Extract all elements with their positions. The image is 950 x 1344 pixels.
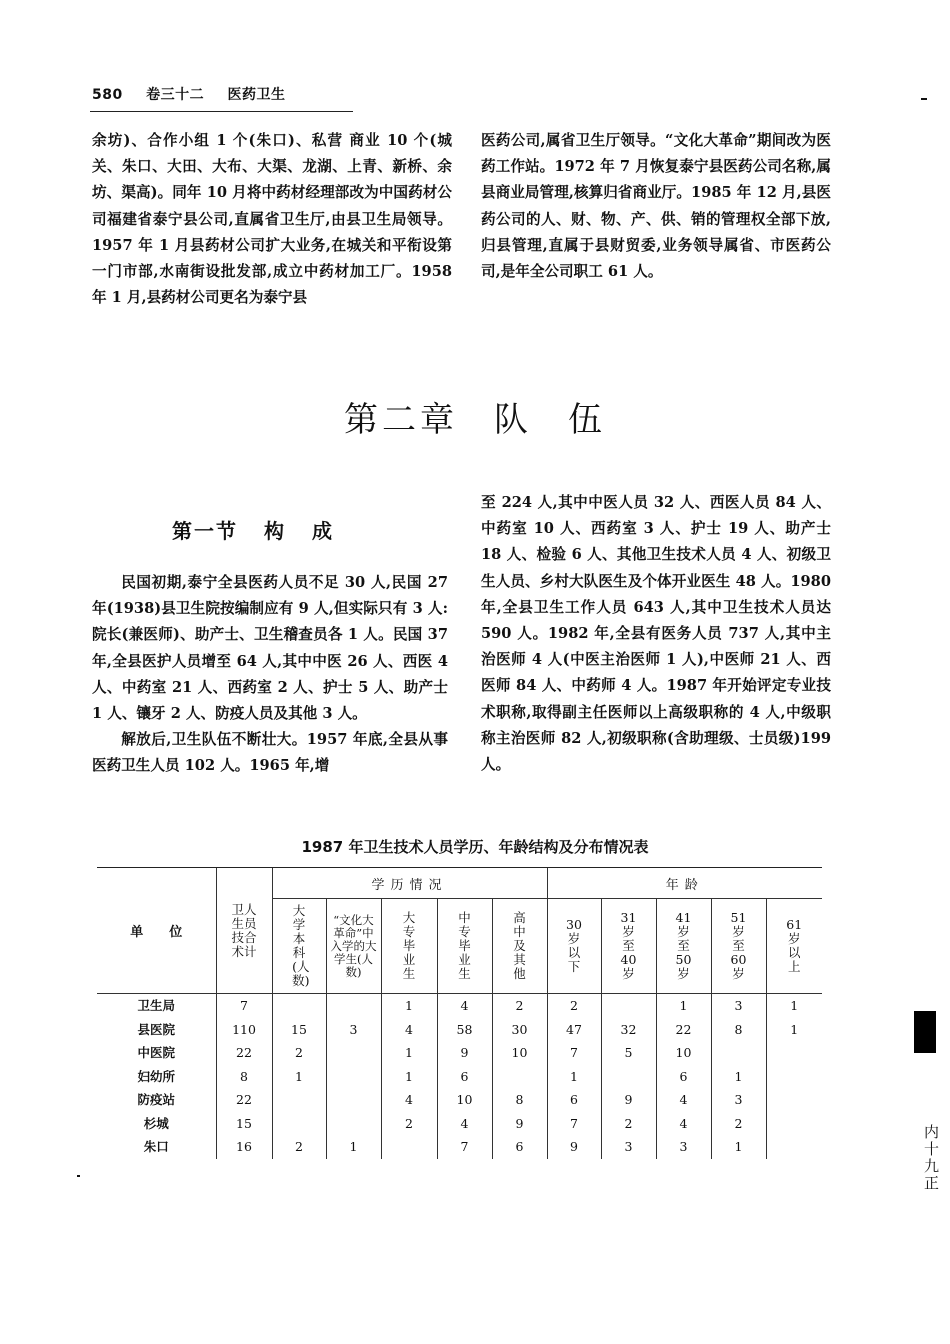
header-text: 41岁至50岁 bbox=[675, 910, 692, 981]
value-cell: 6 bbox=[547, 1088, 601, 1112]
value-cell bbox=[766, 1135, 822, 1159]
unit-cell: 卫生局 bbox=[137, 998, 175, 1013]
value-cell: 30 bbox=[492, 1018, 547, 1042]
header-text: 高中及其他 bbox=[513, 910, 526, 981]
value-cell: 5 bbox=[601, 1041, 656, 1065]
value-cell bbox=[711, 1041, 766, 1065]
age-col-header bbox=[711, 899, 766, 994]
value-cell: 2 bbox=[272, 1041, 326, 1065]
value-cell bbox=[326, 994, 381, 1018]
value-cell: 1 bbox=[381, 1041, 437, 1065]
table-row bbox=[97, 1088, 822, 1112]
value-cell: 4 bbox=[437, 1112, 492, 1136]
value-cell: 1 bbox=[711, 1065, 766, 1089]
edu-col-header bbox=[272, 899, 326, 994]
value-cell bbox=[326, 1112, 381, 1136]
value-cell: 1 bbox=[381, 994, 437, 1018]
header-rule bbox=[90, 111, 353, 112]
age-col-header bbox=[656, 899, 711, 994]
value-cell bbox=[381, 1135, 437, 1159]
paragraph: 医药公司,属省卫生厅领导。“文化大革命”期间改为医药工作站。1972 年 7 月恢复泰宁县医药公司名称,属县商业局管理,核算归省商业厅。1985 年 12 月,县医药公司的人、财、物、产、供、销的管理权全部下放,归县管理,直属于县财贸委,业务领导属省、市医药公司,是年全公司职工 61 人。 bbox=[481, 132, 831, 281]
chapter-title-char: 伍 bbox=[568, 400, 606, 440]
value-cell bbox=[601, 994, 656, 1018]
section-title-char: 构 bbox=[264, 519, 286, 543]
value-cell: 6 bbox=[437, 1065, 492, 1089]
value-cell: 3 bbox=[711, 994, 766, 1018]
paragraph: 余坊)、合作小组 1 个(朱口)、私营 商业 10 个(城关、朱口、大田、大布、大渠、龙湖、上青、新桥、余坊、渠高)。同年 10 月将中药材经理部改为中国药材公司福建省泰宁县公司,直属省卫生厅,由县卫生局领导。1957 年 1 月县药材公司扩大业务,在城关和平衔设第一门市部,水南街设批发部,成立中药材加工厂。1958 年 1 月,县药材公司更名为泰宁县 bbox=[92, 132, 452, 307]
education-group-header: 学历情况 bbox=[272, 868, 547, 899]
header-text: 大学本科(人数) bbox=[292, 903, 310, 988]
table-title: 1987 年卫生技术人员学历、年龄结构及分布情况表 bbox=[301, 838, 649, 856]
value-cell bbox=[326, 1041, 381, 1065]
unit-cell: 朱口 bbox=[143, 1139, 169, 1154]
unit-header: 单 位 bbox=[97, 868, 216, 994]
value-cell: 3 bbox=[601, 1135, 656, 1159]
value-cell bbox=[272, 1088, 326, 1112]
edu-col-header bbox=[381, 899, 437, 994]
value-cell: 1 bbox=[547, 1065, 601, 1089]
bottom-left-column bbox=[92, 570, 448, 780]
value-cell bbox=[766, 1065, 822, 1089]
table-row bbox=[97, 1018, 822, 1042]
value-cell bbox=[272, 994, 326, 1018]
value-cell bbox=[272, 1112, 326, 1136]
value-cell: 4 bbox=[381, 1088, 437, 1112]
unit-cell: 妇幼所 bbox=[137, 1068, 175, 1084]
age-col-header bbox=[766, 899, 822, 994]
value-cell: 2 bbox=[492, 994, 547, 1018]
unit-cell: 杉城 bbox=[143, 1115, 169, 1131]
table-row bbox=[97, 1041, 822, 1065]
value-cell: 1 bbox=[656, 994, 711, 1018]
value-cell: 2 bbox=[711, 1112, 766, 1136]
value-cell: 3 bbox=[711, 1088, 766, 1112]
section-title-char: 成 bbox=[312, 519, 334, 543]
value-cell: 1 bbox=[272, 1065, 326, 1089]
age-group-header: 年龄 bbox=[547, 868, 822, 899]
value-cell: 9 bbox=[492, 1112, 547, 1136]
value-cell: 1 bbox=[766, 994, 822, 1018]
staff-statistics-table bbox=[97, 867, 822, 1159]
value-cell: 9 bbox=[601, 1088, 656, 1112]
side-margin-text: 内十九正 bbox=[924, 1123, 940, 1192]
top-left-column bbox=[92, 128, 452, 311]
value-cell: 3 bbox=[656, 1135, 711, 1159]
value-cell bbox=[492, 1065, 547, 1089]
volume-label: 卷三十二 bbox=[146, 87, 205, 103]
table-row bbox=[97, 994, 822, 1018]
top-right-column bbox=[481, 128, 831, 285]
value-cell bbox=[326, 1088, 381, 1112]
value-cell: 58 bbox=[437, 1018, 492, 1042]
value-cell bbox=[601, 1065, 656, 1089]
value-cell: 4 bbox=[656, 1088, 711, 1112]
value-cell: 1 bbox=[326, 1135, 381, 1159]
value-cell bbox=[326, 1065, 381, 1089]
thumb-index-tab bbox=[914, 1011, 936, 1053]
value-cell: 2 bbox=[547, 994, 601, 1018]
value-cell: 7 bbox=[547, 1112, 601, 1136]
value-cell: 7 bbox=[437, 1135, 492, 1159]
value-cell: 8 bbox=[711, 1018, 766, 1042]
value-cell: 7 bbox=[216, 994, 272, 1018]
edu-col-header bbox=[437, 899, 492, 994]
paragraph: 解放后,卫生队伍不断壮大。1957 年底,全县从事医药卫生人员 102 人。1965 年,增 bbox=[92, 731, 448, 775]
value-cell: 8 bbox=[216, 1065, 272, 1089]
value-cell: 4 bbox=[381, 1018, 437, 1042]
value-cell: 10 bbox=[656, 1041, 711, 1065]
total-header-text: 卫人生员技合术计 bbox=[231, 901, 257, 959]
header-text: 中专毕业生 bbox=[458, 910, 471, 981]
value-cell: 22 bbox=[216, 1088, 272, 1112]
value-cell: 4 bbox=[656, 1112, 711, 1136]
header-text: “文化大革命”中入学的大学生(人数) bbox=[330, 912, 377, 979]
header-text: 61岁以上 bbox=[786, 917, 803, 974]
value-cell: 6 bbox=[656, 1065, 711, 1089]
age-col-header bbox=[601, 899, 656, 994]
header-text: 大专毕业生 bbox=[402, 910, 416, 981]
paragraph: 民国初期,泰宁全县医药人员不足 30 人,民国 27 年(1938)县卫生院按编制应有 9 人,但实际只有 3 人:院长(兼医师)、助产士、卫生稽查员各 1 人。民国 37 年,全县医护人员增至 64 人,其中中医 26 人、西医 4 人、中药室 21 人、西药室 2 人、护士 5 人、助产士 1 人、镶牙 2 人、防疫人员及其他 3 人。 bbox=[92, 574, 448, 723]
age-col-header bbox=[547, 899, 601, 994]
value-cell: 1 bbox=[766, 1018, 822, 1042]
page-number: 580 bbox=[92, 87, 123, 103]
value-cell bbox=[766, 1088, 822, 1112]
value-cell: 2 bbox=[601, 1112, 656, 1136]
value-cell: 1 bbox=[381, 1065, 437, 1089]
unit-cell: 县医院 bbox=[137, 1021, 175, 1037]
margin-dot bbox=[77, 1175, 80, 1177]
edu-col-header bbox=[492, 899, 547, 994]
edu-col-header bbox=[326, 899, 381, 994]
value-cell: 110 bbox=[216, 1018, 272, 1042]
value-cell: 3 bbox=[326, 1018, 381, 1042]
table-row bbox=[97, 1112, 822, 1136]
value-cell: 22 bbox=[656, 1018, 711, 1042]
value-cell: 1 bbox=[711, 1135, 766, 1159]
value-cell: 9 bbox=[547, 1135, 601, 1159]
value-cell: 7 bbox=[547, 1041, 601, 1065]
value-cell: 10 bbox=[492, 1041, 547, 1065]
value-cell bbox=[766, 1112, 822, 1136]
table-row bbox=[97, 1065, 822, 1089]
value-cell: 4 bbox=[437, 994, 492, 1018]
table-row bbox=[97, 1135, 822, 1159]
value-cell: 2 bbox=[381, 1112, 437, 1136]
value-cell: 10 bbox=[437, 1088, 492, 1112]
header-text: 51岁至60岁 bbox=[730, 910, 747, 981]
chapter-number: 第二章 bbox=[344, 400, 458, 440]
running-header bbox=[92, 84, 303, 104]
header-text: 30岁以下 bbox=[566, 917, 582, 974]
value-cell bbox=[766, 1041, 822, 1065]
value-cell: 6 bbox=[492, 1135, 547, 1159]
section-title bbox=[172, 515, 334, 544]
section-number: 第一节 bbox=[172, 519, 238, 543]
value-cell: 15 bbox=[216, 1112, 272, 1136]
value-cell: 15 bbox=[272, 1018, 326, 1042]
section-label: 医药卫生 bbox=[227, 87, 286, 103]
value-cell: 47 bbox=[547, 1018, 601, 1042]
margin-mark bbox=[921, 98, 927, 100]
value-cell: 22 bbox=[216, 1041, 272, 1065]
value-cell: 9 bbox=[437, 1041, 492, 1065]
header-text: 31岁至40岁 bbox=[620, 910, 637, 981]
paragraph: 至 224 人,其中中医人员 32 人、西医人员 84 人、中药室 10 人、西药室 3 人、护士 19 人、助产士 18 人、检验 6 人、其他卫生技术人员 4 人、初级卫生人员、乡村大队医生及个体开业医生 48 人。1980 年,全县卫生工作人员 643 人,其中卫生技术人员达 590 人。1982 年,全县有医务人员 737 人,其中主治医师 4 人(中医主治医师 1 人),中医师 21 人、西医师 84 人、中药师 4 人。1987 年开始评定专业技术职称,取得副主任医师以上高级职称的 4 人,中级职称主治医师 82 人,初级职称(含助理级、士员级)199 人。 bbox=[481, 494, 831, 774]
chapter-title-char: 队 bbox=[494, 400, 532, 440]
value-cell: 16 bbox=[216, 1135, 272, 1159]
unit-cell: 中医院 bbox=[137, 1045, 175, 1060]
bottom-right-column bbox=[481, 490, 831, 778]
value-cell: 32 bbox=[601, 1018, 656, 1042]
total-header bbox=[216, 868, 272, 994]
value-cell: 8 bbox=[492, 1088, 547, 1112]
chapter-title bbox=[0, 392, 950, 441]
value-cell: 2 bbox=[272, 1135, 326, 1159]
unit-cell: 防疫站 bbox=[137, 1092, 175, 1107]
